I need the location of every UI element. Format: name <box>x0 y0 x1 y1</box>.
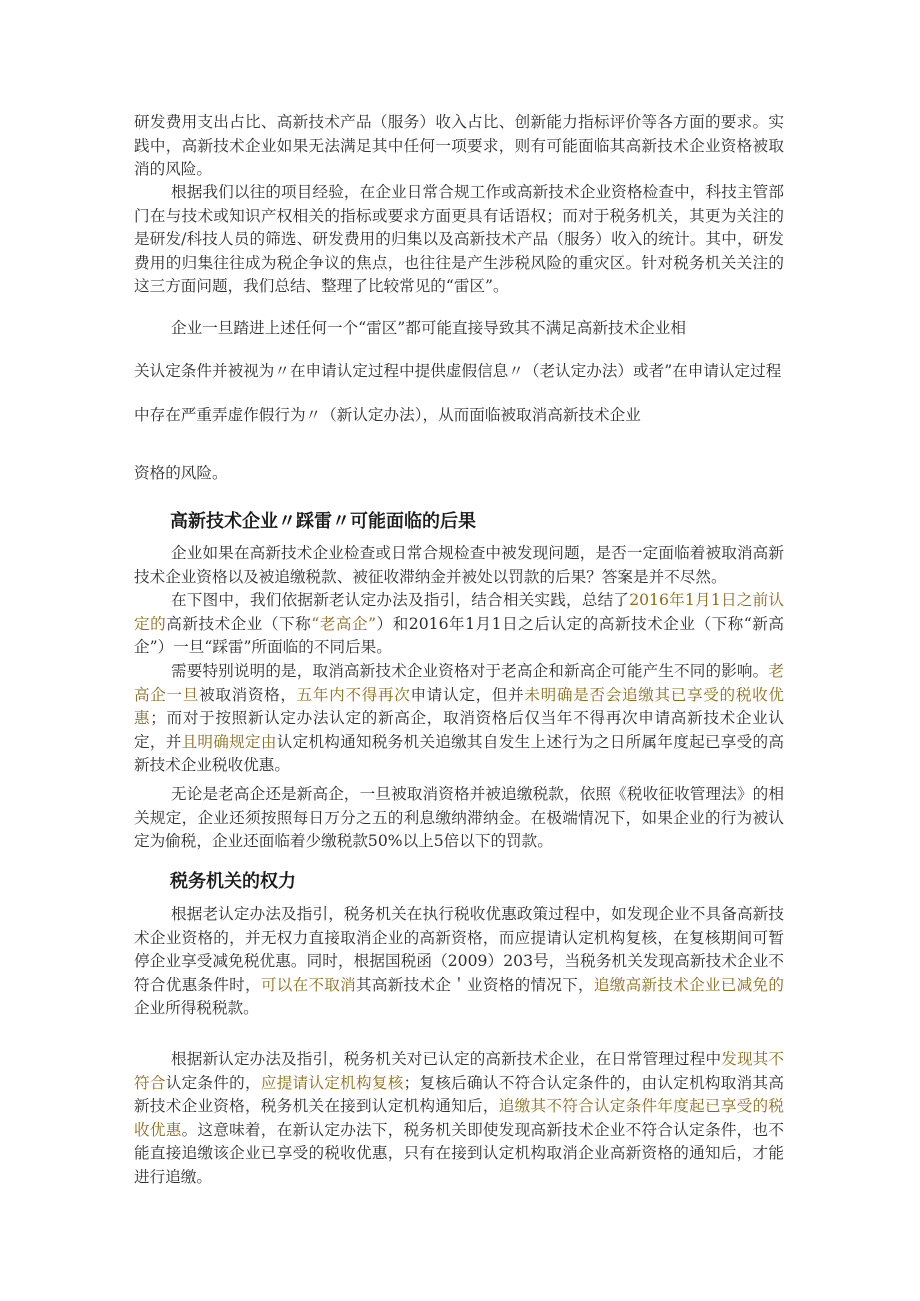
paragraph-3-line-4: 资格的风险。 <box>134 464 228 482</box>
section-heading-tax-authority-power: 税务机关的权力 <box>170 871 296 892</box>
p9-text-g: 。这意味着，在新认定办法下，税务机关即使发现高新技术企业不符合认定条件，也不能直接追缴该企业已享受的税收优惠，只有在接到认定机构取消企业高新资格的通知后，才能进行追缴。 <box>134 1120 784 1186</box>
paragraph-7: 无论是老高企还是新高企，一旦被取消资格并被追缴税款，依照《税收征收管理法》的相关规定，企业还须按照每日万分之五的利息缴纳滞纳金。在极端情况下，如果企业的行为被认定为偷税，企业还面临着少缴税款50%以上5倍以下的罚款。 <box>134 785 784 850</box>
p9-highlight-d: 应提请认定机构复核 <box>260 1073 404 1092</box>
p6-text-c: 被取消资格， <box>199 685 297 704</box>
paragraph-4: 企业如果在高新技术企业检查或日常合规检查中被发现问题，是否一定面临着被取消高新技术企业资格以及被追缴税款、被征收滞纳金并被处以罚款的后果？答案是并不尽然。 <box>134 544 784 586</box>
p8-highlight-d: 追缴高新技术企业已减免的 <box>593 975 784 994</box>
paragraph-1: 研发费用支出占比、高新技术产品（服务）收入占比、创新能力指标评价等各方面的要求。实践中，高新技术企业如果无法满足其中任何一项要求，则有可能面临其高新技术企业资格被取消的风险。 <box>134 113 784 178</box>
p8-highlight-b: 可以在不取消 <box>260 975 357 994</box>
paragraph-5 <box>134 589 784 660</box>
p9-text-c: 认定条件的， <box>165 1073 261 1092</box>
p5-text-e: ）和2016年1月1日之后认定的高新技术企业（下称“新高企”）一旦“踩雷”所面临的不同后果。 <box>134 614 784 656</box>
section-heading-consequences: 高新技术企业〃踩雷〃可能面临的后果 <box>170 511 476 532</box>
p5-text-a: 在下图中，我们依据新老认定办法及指引，结合相关实践，总结了 <box>171 591 630 609</box>
paragraph-3-line-3: 中存在严重弄虚作假行为〃（新认定办法），从而面临被取消高新技术企业 <box>134 406 641 424</box>
p6-highlight-b: 老高企一旦 <box>134 662 784 704</box>
p6-highlight-f: 未明确是否会追缴其已享受的税收优惠 <box>134 685 784 727</box>
p8-text-c: 其高新技术企＇业资格的情况下， <box>356 975 594 994</box>
p9-text-e: ；复核后确认不符合认定条件的，由认定机构取消其高新技术企业资格，税务机关在接到认定机构通知后， <box>134 1073 784 1115</box>
paragraph-3-line-1: 企业一旦踏进上述任何一个“雷区”都可能直接导致其不满足高新技术企业相 <box>171 319 686 337</box>
paragraph-8 <box>134 903 784 1021</box>
p6-text-i: 认定机构通知税务机关追缴其自发生上述行为之日所属年度起已享受的高新技术企业税收优惠。 <box>134 732 784 774</box>
paragraph-2: 根据我们以往的项目经验，在企业日常合规工作或高新技术企业资格检查中，科技主管部门在与技术或知识产权相关的指标或要求方面更具有话语权；而对于税务机关，其更为关注的是研发/科技人员的筛选、研发费用的归集以及高新技术产品（服务）收入的统计。其中，研发费用的归集往往成为税企争议的焦点，也往往是产生涉税风险的重灾区。针对税务机关关注的这三方面问题，我们总结、整理了比较常见的“雷区”。 <box>134 183 784 295</box>
p6-text-e: 申请认定，但并 <box>410 685 525 704</box>
paragraph-6 <box>134 660 784 778</box>
p6-text-g: ；而对于按照新认定办法认定的新高企，取消资格后仅当年不得再次申请高新技术企业认定，并 <box>134 709 784 751</box>
p8-text-a: 根据老认定办法及指引，税务机关在执行税收优惠政策过程中，如发现企业不具备高新技术企业资格的，并无权力直接取消企业的高新资格，而应提请认定机构复核，在复核期间可暂停企业享受减免税优惠。同时，根据国税函（2009）203号，当税务机关发现高新技术企业不符合优惠条件时， <box>134 905 784 994</box>
p9-highlight-b: 发现其不符合 <box>134 1050 784 1092</box>
p5-highlight-date: 2016年1月1日之前认定的 <box>134 591 784 633</box>
p6-highlight-d: 五年内不得再次 <box>296 685 411 704</box>
p8-text-e: 企业所得税税款。 <box>134 999 259 1017</box>
p6-highlight-h: 且明确规定由 <box>181 732 277 751</box>
p6-text-a: 需要特别说明的是，取消高新技术企业资格对于老高企和新高企可能产生不同的影响。 <box>171 662 769 680</box>
paragraph-9 <box>134 1048 784 1189</box>
p5-highlight-old-term: “老高企” <box>311 614 377 633</box>
p5-text-c: 高新技术企业（下称 <box>166 614 312 633</box>
paragraph-3-line-2: 关认定条件并被视为〃在申请认定过程中提供虚假信息〃（老认定办法）或者”在申请认定过程 <box>134 362 782 380</box>
p9-text-a: 根据新认定办法及指引，税务机关对已认定的高新技术企业，在日常管理过程中 <box>171 1050 722 1068</box>
p9-highlight-f: 追缴其不符合认定条件年度起已享受的税收优惠 <box>134 1097 784 1139</box>
